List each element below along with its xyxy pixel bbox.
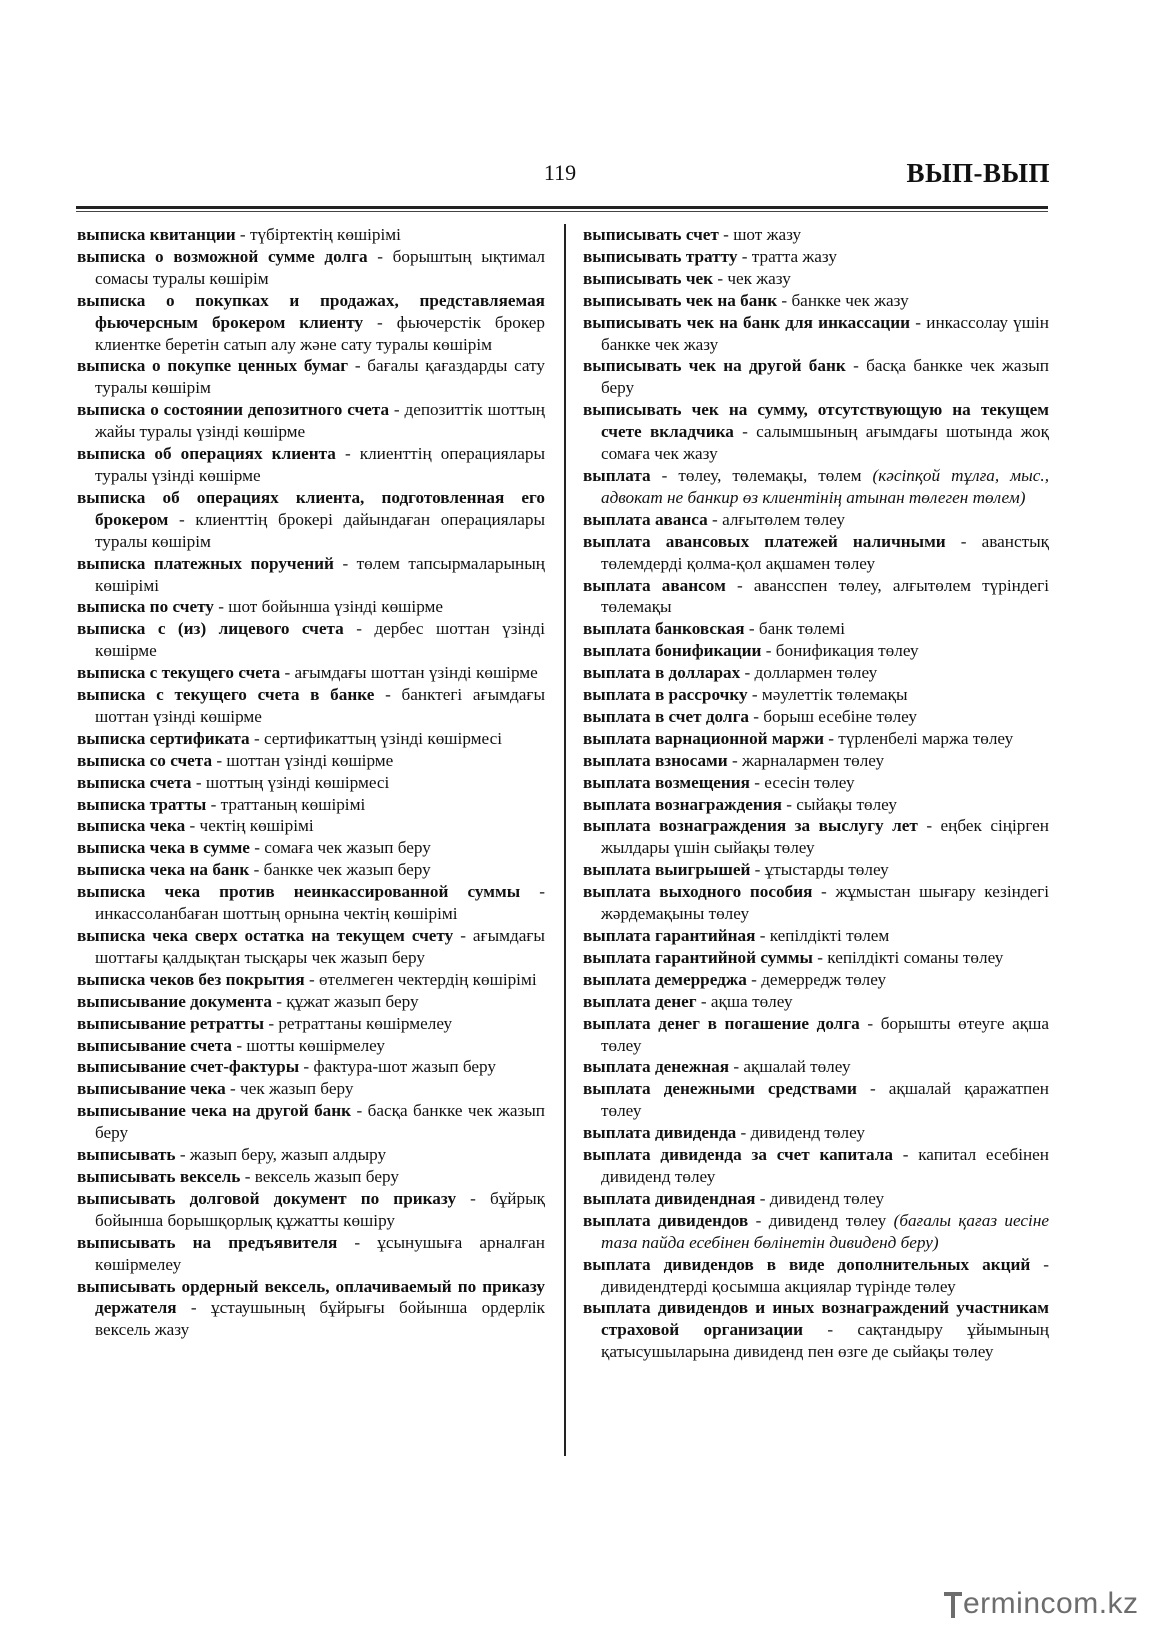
dictionary-entry xyxy=(77,772,545,794)
dictionary-entry xyxy=(77,1276,545,1342)
entry-term: выписка об операциях клиента, подготовленная его брокером xyxy=(77,487,545,529)
dictionary-entry xyxy=(583,465,1049,509)
entry-definition: - шоттан үзінді көшірме xyxy=(212,750,394,770)
entry-term: выплата дивидендов и иных вознаграждений участникам страховой организации xyxy=(583,1298,1049,1340)
dictionary-entry xyxy=(583,509,1049,531)
entry-definition: - дивиденд төлеу xyxy=(755,1188,885,1208)
dictionary-entry xyxy=(583,684,1049,706)
entry-term: выплата бонификации xyxy=(583,641,762,661)
entry-note: (кәсіпқой тұлға, мыс., адвокат не банкир өз клиентінің атынан төлеген төлем) xyxy=(601,465,1049,507)
dictionary-entry xyxy=(77,794,545,816)
entry-term: выписка с текущего счета в банке xyxy=(77,685,375,705)
dictionary-entry xyxy=(77,815,545,837)
entry-definition: - авансспен төлеу, алғытөлем түріндегі төлемақы xyxy=(601,575,1049,617)
dictionary-entry xyxy=(77,750,545,772)
entry-definition: - борыш есебіне төлеу xyxy=(748,706,917,726)
dictionary-entry xyxy=(77,1013,545,1035)
dictionary-entry xyxy=(77,399,545,443)
page-number: 119 xyxy=(543,160,577,185)
dictionary-entry xyxy=(77,553,545,597)
entry-definition: - ретраттаны көшірмелеу xyxy=(264,1013,453,1033)
entry-definition: - басқа банкке чек жазып беру xyxy=(601,356,1049,398)
entry-term: выплата дивидендов в виде дополнительных акций xyxy=(583,1254,1031,1274)
entry-term: выписка о возможной сумме долга xyxy=(77,246,368,266)
dictionary-entry xyxy=(77,1035,545,1057)
entry-term: выплата авансовых платежей наличными xyxy=(583,531,946,551)
entry-definition: - дивиденд төлеу xyxy=(748,1210,894,1230)
entry-definition: - төлеу, төлемақы, төлем xyxy=(650,465,873,485)
entry-term: выписывать чек на другой банк xyxy=(583,356,846,376)
entry-definition: - клиенттің операциялары туралы үзінді көшірме xyxy=(95,444,546,485)
entry-term: выписывать чек на банк xyxy=(583,290,778,310)
dictionary-entry xyxy=(77,837,545,859)
entry-definition: - банкке чек жазу xyxy=(777,290,909,310)
entry-term: выплата дивидендная xyxy=(583,1188,756,1208)
dictionary-entry xyxy=(583,290,1049,312)
dictionary-entry xyxy=(77,246,545,290)
entry-term: выплата выходного пособия xyxy=(583,882,813,902)
dictionary-entry xyxy=(583,662,1049,684)
dictionary-entry xyxy=(583,1210,1049,1254)
entry-definition: - дивидендтерді қосымша акциялар түрінде төлеу xyxy=(601,1254,1049,1296)
entry-term: выплата взносами xyxy=(583,750,728,770)
dictionary-entry xyxy=(77,684,545,728)
entry-term: выплата варнационной маржи xyxy=(583,728,824,748)
dictionary-entry xyxy=(583,859,1049,881)
entry-term: выписка чеков без покрытия xyxy=(77,969,305,989)
entry-term: выписка чека в сумме xyxy=(77,838,250,858)
dictionary-entry xyxy=(583,750,1049,772)
entry-definition: - ағымдағы шоттағы қалдықтан тысқары чек жазып беру xyxy=(95,926,545,967)
entry-definition: - бағалы қағаздарды сату туралы көшірім xyxy=(95,356,545,398)
entry-term: выплата аванса xyxy=(583,509,708,529)
entry-term: выплата возмещения xyxy=(583,772,750,792)
dictionary-entry xyxy=(77,925,545,969)
dictionary-entry xyxy=(77,355,545,399)
left-column xyxy=(77,224,545,1341)
entry-term: выписывать чек на банк для инкассации xyxy=(583,312,910,332)
header-rule-thick xyxy=(76,206,1048,209)
entry-definition: - ақша төлеу xyxy=(696,991,793,1011)
entry-term: выписывание чека xyxy=(77,1079,226,1099)
entry-term: выплата денежная xyxy=(583,1057,730,1077)
entry-definition: - кепілдікті төлем xyxy=(755,926,890,945)
dictionary-entry xyxy=(583,224,1049,246)
entry-definition: - борыштың ықтимал сомасы туралы көшірім xyxy=(95,246,546,288)
entry-definition: - басқа банкке чек жазып беру xyxy=(95,1101,545,1143)
dictionary-entry xyxy=(583,772,1049,794)
entry-definition: - сомаға чек жазып беру xyxy=(249,838,431,858)
entry-definition: - демерредж төлеу xyxy=(746,969,887,989)
entry-definition: - ұстаушының бұйрығы бойынша ордерлік вексель жазу xyxy=(95,1298,545,1340)
dictionary-entry xyxy=(583,1013,1049,1057)
dictionary-entry xyxy=(583,531,1049,575)
entry-term: выписывать xyxy=(77,1145,176,1165)
termincom-t-mark-icon xyxy=(944,1589,962,1619)
dictionary-entry xyxy=(77,224,545,246)
entry-term: выплата денег xyxy=(583,991,697,1011)
entry-term: выписка со счета xyxy=(77,750,213,770)
entry-definition: - салымшының ағымдағы шотында жоқ сомаға чек жазу xyxy=(601,422,1049,464)
dictionary-entry xyxy=(77,1100,545,1144)
entry-term: выплата гарантийная xyxy=(583,926,756,945)
dictionary-entry xyxy=(77,1078,545,1100)
entry-definition: - инкассоланбаған шоттың орнына чектің көшірімі xyxy=(95,882,545,924)
entry-term: выписка о состоянии депозитного счета xyxy=(77,400,390,420)
entry-term: выписывать чек xyxy=(583,268,714,288)
entry-definition: - түрленбелі маржа төлеу xyxy=(823,728,1014,748)
entry-definition: - депозиттік шоттың жайы туралы үзінді көшірме xyxy=(95,400,545,442)
entry-term: выписывать на предъявителя xyxy=(77,1232,338,1252)
entry-term: выписка счета xyxy=(77,772,192,792)
entry-term: выписка с (из) лицевого счета xyxy=(77,619,344,639)
entry-term: выписывание чека на другой банк xyxy=(77,1101,352,1121)
dictionary-entry xyxy=(77,487,545,553)
entry-term: выписка чека xyxy=(77,816,186,836)
dictionary-entry xyxy=(583,575,1049,619)
entry-term: выплата дивиденда за счет капитала xyxy=(583,1145,893,1165)
entry-definition: - фьючерстік брокер клиентке беретін сатып алу және сату туралы көшірім xyxy=(95,312,546,354)
entry-definition: - кепілдікті соманы төлеу xyxy=(812,947,1004,967)
dictionary-entry xyxy=(77,618,545,662)
dictionary-entry xyxy=(77,1232,545,1276)
entry-definition: - клиенттің брокері дайындаған операциялары туралы көшірім xyxy=(95,509,545,551)
dictionary-entry xyxy=(583,1254,1049,1298)
entry-definition: - чек жазу xyxy=(713,268,791,288)
dictionary-entry xyxy=(77,443,545,487)
entry-definition: - фактура-шот жазып беру xyxy=(299,1057,497,1077)
entry-note: (бағалы қағаз иесіне таза пайда есебінен бөлінетін дивиденд беру) xyxy=(601,1210,1049,1252)
entry-term: выписка платежных поручений xyxy=(77,553,334,573)
dictionary-entry xyxy=(77,1188,545,1232)
entry-definition: - капитал есебінен дивиденд төлеу xyxy=(601,1145,1049,1186)
dictionary-entry xyxy=(583,925,1049,947)
entry-definition: - шот бойынша үзінді көшірме xyxy=(213,597,444,617)
entry-definition: - алғытөлем төлеу xyxy=(707,509,845,529)
entry-term: выписывание документа xyxy=(77,991,272,1011)
entry-term: выписывать вексель xyxy=(77,1166,241,1186)
dictionary-entry xyxy=(77,1166,545,1188)
entry-term: выписывание ретратты xyxy=(77,1013,265,1033)
dictionary-entry xyxy=(583,794,1049,816)
entry-definition: - ұсынушыға арналған көшірмелеу xyxy=(95,1232,545,1274)
entry-term: выписывание счета xyxy=(77,1035,233,1055)
entry-definition: - банк төлемі xyxy=(744,619,846,639)
entry-term: выписка по счету xyxy=(77,597,214,617)
entry-term: выплата в долларах xyxy=(583,663,741,683)
dictionary-entry xyxy=(583,1122,1049,1144)
dictionary-entry xyxy=(583,1056,1049,1078)
entry-term: выписка чека на банк xyxy=(77,860,250,880)
entry-term: выписка чека сверх остатка на текущем счету xyxy=(77,926,454,945)
entry-definition: - жарналармен төлеу xyxy=(727,750,885,770)
dictionary-entry xyxy=(583,706,1049,728)
entry-definition: - банкке чек жазып беру xyxy=(249,860,431,880)
dictionary-entry xyxy=(583,246,1049,268)
dictionary-entry xyxy=(583,991,1049,1013)
dictionary-entry xyxy=(583,1078,1049,1122)
entry-term: выписка о покупке ценных бумаг xyxy=(77,356,349,376)
entry-definition: - шотты көшірмелеу xyxy=(232,1035,385,1055)
entry-definition: - ұтыстарды төлеу xyxy=(750,860,889,880)
entry-term: выплата в рассрочку xyxy=(583,685,748,705)
entry-definition: - чектің көшірімі xyxy=(185,816,314,836)
entry-term: выписывать чек на сумму, отсутствующую на текущем счете вкладчика xyxy=(583,400,1049,442)
entry-definition: - ағымдағы шоттан үзінді көшірме xyxy=(280,663,538,683)
entry-term: выписка сертификата xyxy=(77,728,250,748)
entry-term: выписывать долговой документ по приказу xyxy=(77,1188,457,1208)
site-logo xyxy=(944,1582,1139,1626)
dictionary-entry xyxy=(77,662,545,684)
entry-definition: - банктегі ағымдағы шоттан үзінді көшірме xyxy=(95,685,545,726)
entry-definition: - чек жазып беру xyxy=(225,1079,354,1099)
dictionary-entry xyxy=(77,596,545,618)
dictionary-entry xyxy=(583,355,1049,399)
dictionary-entry xyxy=(583,640,1049,662)
entry-term: выплата вознаграждения xyxy=(583,794,782,814)
entry-term: выплата вознаграждения за выслугу лет xyxy=(583,816,918,836)
entry-definition: - шоттың үзінді көшірмесі xyxy=(191,772,390,792)
dictionary-entry xyxy=(583,268,1049,290)
entry-definition: - траттаның көшірімі xyxy=(206,794,366,814)
dictionary-entry xyxy=(583,969,1049,991)
entry-term: выплата денег в погашение долга xyxy=(583,1013,860,1033)
entry-definition: - өтелмеген чектердің көшірімі xyxy=(304,969,537,989)
right-column xyxy=(583,224,1049,1363)
entry-term: выписка квитанции xyxy=(77,225,236,244)
entry-definition: - ақшалай төлеу xyxy=(729,1057,851,1077)
entry-term: выплата авансом xyxy=(583,575,726,595)
entry-definition: - төлем тапсырмаларының көшірімі xyxy=(95,553,545,595)
dictionary-entry xyxy=(77,728,545,750)
dictionary-entry xyxy=(583,399,1049,465)
entry-term: выплата в счет долга xyxy=(583,706,749,726)
running-head: ВЫП-ВЫП xyxy=(906,158,1050,188)
dictionary-entry xyxy=(583,947,1049,969)
dictionary-entry xyxy=(583,618,1049,640)
dictionary-entry xyxy=(583,881,1049,925)
entry-definition: - шот жазу xyxy=(718,225,802,244)
column-divider xyxy=(564,224,566,1456)
dictionary-entry xyxy=(77,991,545,1013)
entry-definition: - бонификация төлеу xyxy=(761,641,919,661)
dictionary-entry xyxy=(77,1056,545,1078)
dictionary-entry xyxy=(583,1144,1049,1188)
entry-definition: - жұмыстан шығару кезіндегі жәрдемақыны төлеу xyxy=(601,882,1049,924)
entry-definition: - жазып беру, жазып алдыру xyxy=(175,1145,387,1165)
entry-definition: - дивиденд төлеу xyxy=(736,1123,865,1143)
entry-term: выписка чека против неинкассированной суммы xyxy=(77,882,521,902)
dictionary-entry xyxy=(77,1144,545,1166)
entry-definition: - түбіртектің көшірімі xyxy=(235,225,401,244)
dictionary-entry xyxy=(77,859,545,881)
dictionary-entry xyxy=(583,728,1049,750)
entry-term: выплата денежными средствами xyxy=(583,1079,857,1099)
entry-definition: - доллармен төлеу xyxy=(740,663,878,683)
entry-term: выписывание счет-фактуры xyxy=(77,1057,300,1077)
entry-definition: - тратта жазу xyxy=(737,246,837,266)
entry-term: выплата дивидендов xyxy=(583,1210,749,1230)
entry-term: выписка тратты xyxy=(77,794,207,814)
entry-definition: - құжат жазып беру xyxy=(271,991,419,1011)
entry-definition: - борышты өтеуге ақша төлеу xyxy=(601,1013,1049,1055)
entry-term: выписка с текущего счета xyxy=(77,663,281,683)
dictionary-entry xyxy=(77,969,545,991)
entry-definition: - аванстық төлемдерді қолма-қол ақшамен төлеу xyxy=(601,531,1049,573)
entry-definition: - дербес шоттан үзінді көшірме xyxy=(95,619,546,661)
entry-definition: - есесін төлеу xyxy=(749,772,855,792)
entry-term: выписывать ордерный вексель, оплачиваемый по приказу держателя xyxy=(77,1276,545,1318)
entry-definition: - бұйрық бойынша борышқорлық құжатты көшіру xyxy=(95,1188,545,1230)
entry-term: выплата xyxy=(583,465,651,485)
entry-term: выписка об операциях клиента xyxy=(77,444,336,464)
dictionary-entry xyxy=(583,1297,1049,1363)
dictionary-entry xyxy=(583,312,1049,356)
entry-term: выписывать счет xyxy=(583,225,719,244)
entry-definition: - еңбек сіңірген жылдары үшін сыйақы төлеу xyxy=(601,816,1049,858)
entry-definition: - сақтандыру ұйымының қатысушыларына дивиденд пен өзге де сыйақы төлеу xyxy=(601,1320,1049,1362)
entry-term: выписка о покупках и продажах, представляемая фьючерсным брокером клиенту xyxy=(77,290,545,332)
entry-term: выплата демерреджа xyxy=(583,969,747,989)
dictionary-entry xyxy=(583,815,1049,859)
entry-definition: - сертификаттың үзінді көшірмесі xyxy=(249,728,502,748)
dictionary-entry xyxy=(583,1188,1049,1210)
entry-definition: - сыйақы төлеу xyxy=(781,794,897,814)
dictionary-entry xyxy=(77,290,545,356)
dictionary-entry xyxy=(77,881,545,925)
entry-term: выплата дивиденда xyxy=(583,1123,737,1143)
entry-term: выплата гарантийной суммы xyxy=(583,947,813,967)
entry-definition: - вексель жазып беру xyxy=(240,1166,399,1186)
entry-definition: - ақшалай қаражатпен төлеу xyxy=(601,1079,1049,1121)
entry-term: выплата выигрышей xyxy=(583,860,751,880)
entry-term: выписывать тратту xyxy=(583,246,738,266)
logo-text: ermincom.kz xyxy=(963,1587,1139,1620)
entry-definition: - мәулеттік төлемақы xyxy=(747,685,908,705)
entry-definition: - инкассолау үшін банкке чек жазу xyxy=(601,312,1049,354)
header-rule-thin xyxy=(76,211,1048,212)
entry-term: выплата банковская xyxy=(583,619,745,639)
